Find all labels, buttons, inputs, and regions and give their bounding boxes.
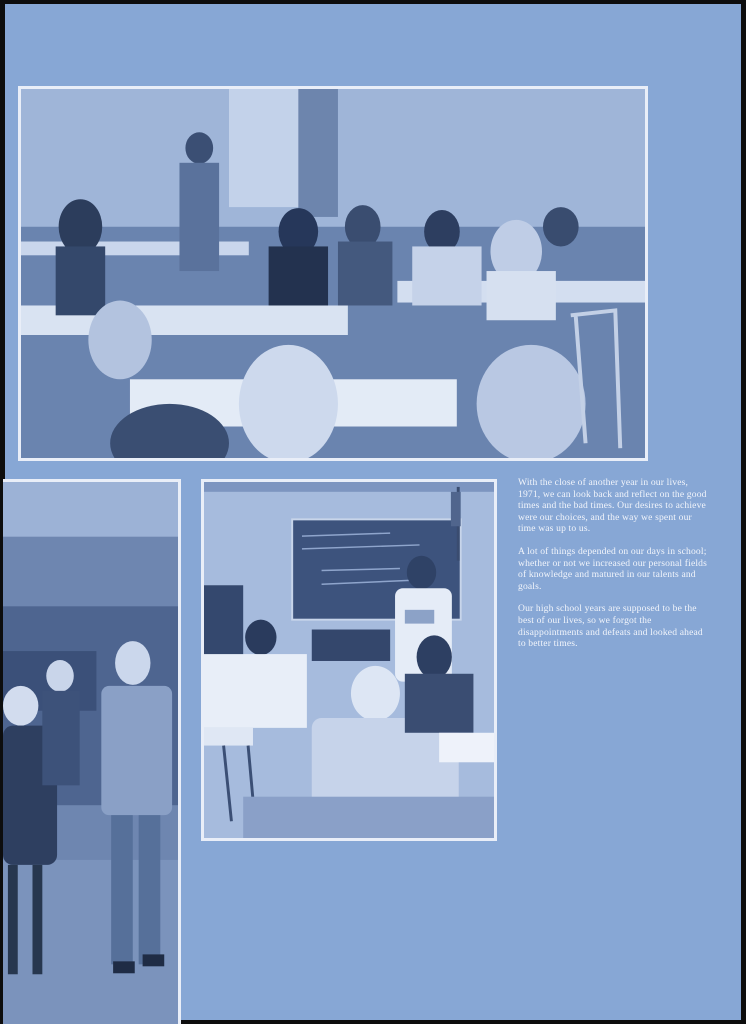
caption-block <box>518 477 710 661</box>
cafeteria-photo <box>18 86 648 461</box>
cafeteria-scene <box>21 89 645 458</box>
hallway-photo <box>3 479 181 1024</box>
classroom-scene <box>204 482 494 838</box>
caption-paragraph-3: Our high school years are supposed to be the best of our lives, so we forgot the disappointments and defeats and looked ahead to better times. <box>518 603 703 650</box>
classroom-photo <box>201 479 497 841</box>
yearbook-page <box>5 4 741 1020</box>
caption-paragraph-1: With the close of another year in our lives, 1971, we can look back and reflect on the good times and the bad times. Our desires to achieve were our choices, and the way we spent our time was up to us. <box>518 477 707 535</box>
caption-paragraph-2: A lot of things depended on our days in school; whether or not we increased our personal fields of knowledge and matured in our talents and goals. <box>518 545 707 592</box>
hallway-scene <box>3 482 178 1024</box>
